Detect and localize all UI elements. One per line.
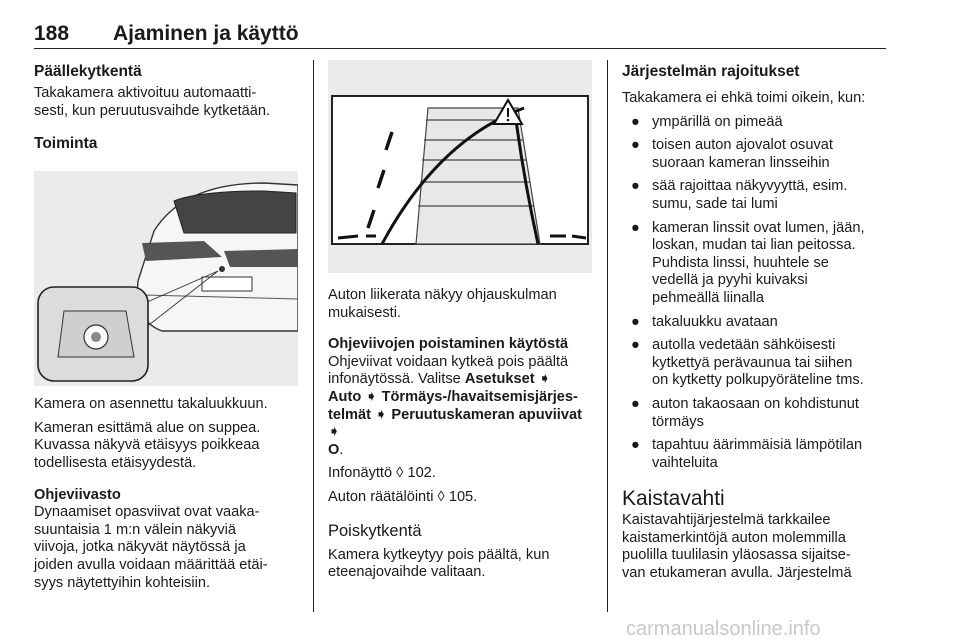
paragraph: Kamera on asennettu takaluukkuun.: [34, 396, 268, 413]
menu-arrow-icon: ➧: [375, 406, 388, 423]
menu-item-settings: Asetukset: [464, 371, 535, 388]
bullet-icon: ●: [631, 337, 640, 354]
bullet-icon: ●: [631, 313, 640, 330]
page-header: [34, 12, 886, 49]
paragraph: Kamera kytkeytyy pois päältä, kun eteenajovaihde valitaan.: [328, 546, 550, 581]
bullet-icon: ●: [631, 437, 640, 454]
rear-camera-location-illustration: [34, 171, 298, 386]
paragraph-menu-path: Ohjeviivat voidaan kytkeä pois päältä infonäytössä. Valitse Asetukset ➧ Auto ➧ Törmäys-/havaitsemisjärjes- telmät ➧ Peruutuskameran apuviivat ➧ O.: [328, 353, 582, 458]
bullet-icon: ●: [631, 178, 640, 195]
list-item: ● ympärillä on pimeää: [631, 113, 783, 130]
menu-arrow-icon: ➧: [328, 424, 341, 441]
page-reference-icon: ◊: [396, 465, 404, 482]
reference-infotainment: Infonäyttö ◊ 102.: [328, 465, 436, 482]
section-title-lane-assist: Kaistavahti: [622, 487, 725, 511]
menu-arrow-icon: ➧: [365, 388, 378, 405]
subheading-disable-guidelines: Ohjeviivojen poistaminen käytöstä: [328, 336, 569, 353]
column-2: [328, 62, 592, 582]
paragraph: Auton liikerata näkyy ohjauskulman mukaisesti.: [328, 287, 557, 321]
menu-item-collision-systems: Törmäys-/havaitsemisjärjes- telmät: [328, 388, 578, 423]
bullet-icon: ●: [631, 113, 640, 130]
column-divider: [313, 60, 314, 612]
list-item: ● tapahtuu äärimmäisiä lämpötilan vaihteluita: [631, 437, 863, 471]
paragraph: Takakamera aktivoituu automaatti- sesti, kun peruutusvaihde kytketään.: [34, 85, 271, 119]
menu-item-rear-camera-guidelines: Peruutuskameran apuviivat: [391, 406, 582, 423]
chapter-title: Ajaminen ja käyttö: [113, 22, 299, 45]
section-heading-system-limits: Järjestelmän rajoitukset: [622, 63, 800, 80]
paragraph-intro: Takakamera ei ehkä toimi oikein, kun:: [622, 90, 866, 106]
paragraph: Kaistavahtijärjestelmä tarkkailee kaistamerkintöjä auton molemmilla puolilla tuulilasin yläosassa sijaitse- van etukameran avulla. Järjestelmä: [622, 512, 852, 582]
list-item: ● sää rajoittaa näkyvyyttä, esim. sumu, sade tai lumi: [631, 178, 848, 212]
menu-item-off: O: [328, 441, 340, 458]
camera-display-guidelines-illustration: [328, 60, 592, 273]
paragraph: Kameran esittämä alue on suppea. Kuvassa näkyvä etäisyys poikkeaa todellisesta etäisyydestä.: [34, 419, 261, 471]
subheading-function: Toiminta: [34, 135, 98, 153]
menu-item-auto: Auto: [328, 388, 362, 405]
column-1: [34, 62, 298, 592]
list-item: ● takaluukku avataan: [631, 313, 778, 330]
list-item: ● kameran linssit ovat lumen, jään, loskan, mudan tai lian peitossa. Puhdista linssi, huuhtele se vedellä ja pyyhi kuivaksi pehmeällä liinalla: [631, 219, 865, 306]
column-divider: [607, 60, 608, 612]
paragraph: Dynaamiset opasviivat ovat vaaka- suuntaisia 1 m:n välein näkyviä viivoja, jotka näkyvät näytössä ja joiden avulla voidaan määrittää etäi- syys näytettyihin kohteisiin.: [34, 504, 268, 591]
list-item: ● autolla vedetään sähköisesti kytkettyä perävaunua tai siihen on kytketty polkupyöräteline tms.: [631, 337, 864, 389]
bullet-icon: ●: [631, 137, 640, 154]
subheading-guidelines: Ohjeviivasto: [34, 486, 121, 503]
watermark: carmanualsonline.info: [626, 618, 821, 640]
bullet-icon: ●: [631, 219, 640, 236]
column-3: [622, 62, 890, 583]
page-reference-icon: ◊: [437, 488, 445, 505]
menu-arrow-icon: ➧: [538, 371, 551, 388]
bullet-icon: ●: [631, 395, 640, 412]
page-number: 188: [34, 22, 70, 45]
subheading-deactivation: Poiskytkentä: [328, 521, 422, 540]
list-item: ● toisen auton ajovalot osuvat suoraan kameran linsseihin: [631, 137, 833, 171]
limitations-list: [622, 114, 890, 473]
list-item: ● auton takaosaan on kohdistunut törmäys: [631, 395, 859, 430]
section-heading-activation: Päällekytkentä: [34, 63, 142, 80]
reference-personalization: Auton räätälöinti ◊ 105.: [328, 488, 478, 505]
